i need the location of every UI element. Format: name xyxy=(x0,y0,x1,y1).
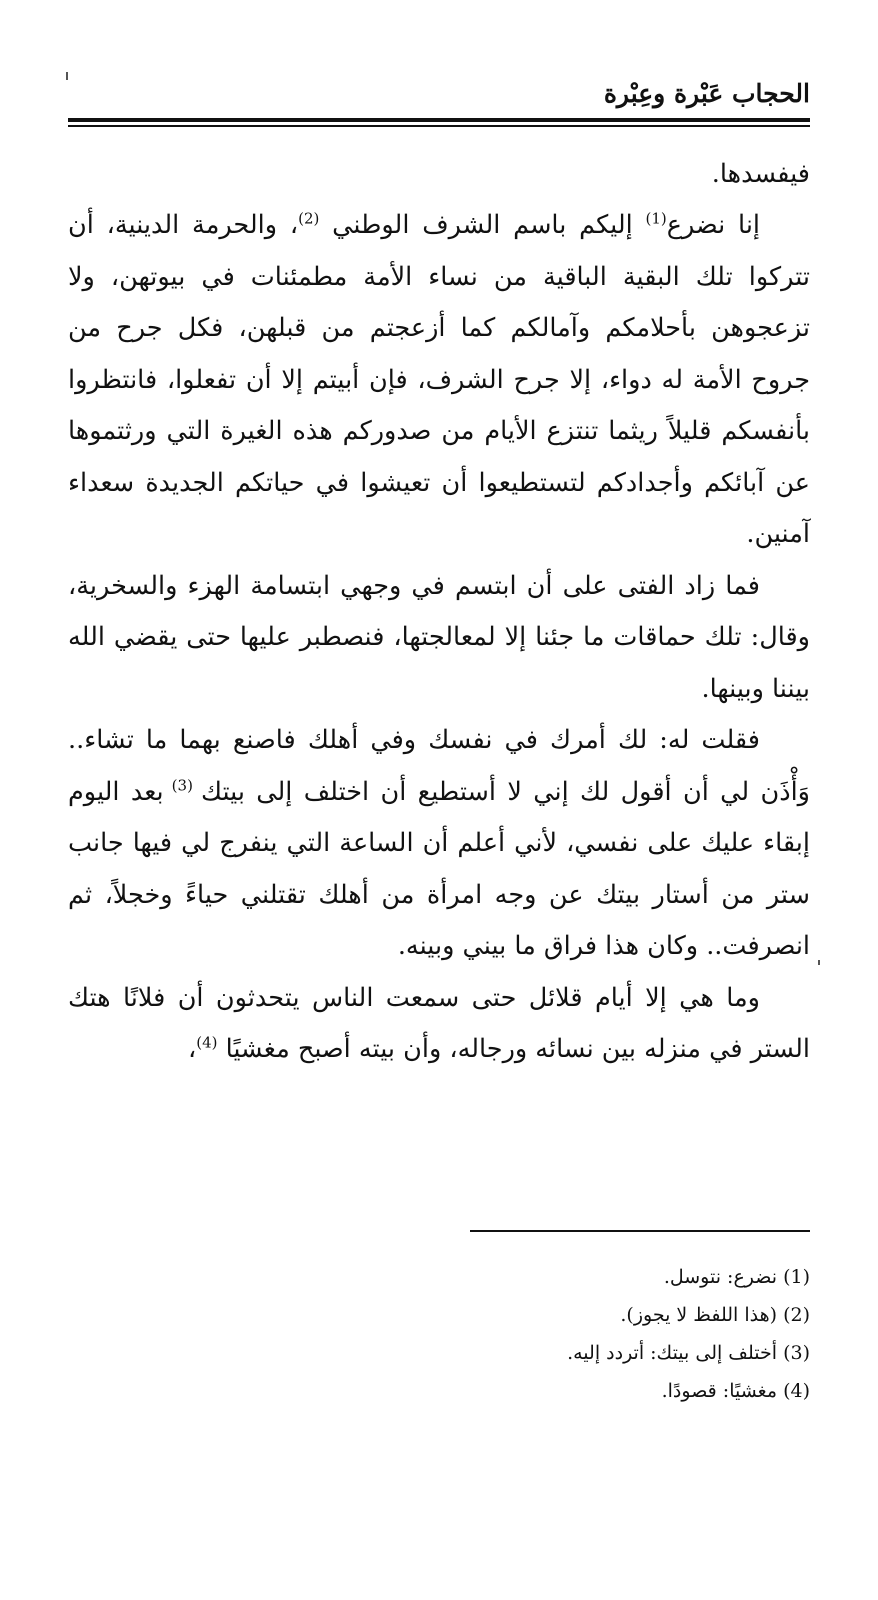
paragraph-5 xyxy=(68,973,810,1076)
header-rule-thick xyxy=(68,118,810,122)
running-header xyxy=(68,70,810,114)
paragraph-4 xyxy=(68,715,810,973)
document-page xyxy=(68,70,810,1076)
footnote-1: (1) نضرع: نتوسل. xyxy=(663,1266,810,1288)
footnote-3: (3) أختلف إلى بيتك: أتردد إليه. xyxy=(567,1342,810,1364)
body-text xyxy=(68,149,810,1076)
footnote-ref-2[interactable]: (2) xyxy=(298,209,320,228)
page-title: الحجاب عَبْرة وعِبْرة xyxy=(603,79,810,108)
paragraph-2 xyxy=(68,200,810,561)
paragraph-text: إنا نضرع xyxy=(666,210,761,240)
footnote-ref-1[interactable]: (1) xyxy=(645,209,667,228)
paragraph-text: ، xyxy=(187,1034,197,1064)
paragraph-text: فما زاد الفتى على أن ابتسم في وجهي ابتسامة الهزء والسخرية، وقال: تلك حماقات ما جئنا إلا لمعالجتها، فنصطبر عليها حتى يقضي الله بيننا وبينها. xyxy=(68,570,810,704)
footnote-ref-4[interactable]: (4) xyxy=(196,1033,218,1052)
header-rule-thin xyxy=(68,125,810,127)
paragraph-text: وما هي إلا أيام قلائل حتى سمعت الناس يتحدثون أن فلانًا هتك الستر في منزله بين نسائه ورجاله، وأن بيته أصبح مغشيًا xyxy=(68,982,810,1064)
footnote-4: (4) مغشيًا: قصودًا. xyxy=(661,1380,810,1402)
scan-mark xyxy=(818,960,820,965)
paragraph-text: إليكم باسم الشرف الوطني xyxy=(319,210,646,240)
paragraph-text: بعد اليوم إبقاء عليك على نفسي، لأني أعلم أن الساعة التي ينفرج لي فيها جانب ستر من أستار بيتك عن وجه امرأة من أهلك تقتلني حياءً وخجلاً، ثم انصرفت.. وكان هذا فراق ما بيني وبينه. xyxy=(68,776,810,961)
paragraph-text: ، والحرمة الدينية، أن تتركوا تلك البقية الباقية من نساء الأمة مطمئنات في بيوتهن، ولا تزعجوهن بأحلامكم وآمالكم كما أزعجتم من قبلهن، فكل جرح من جروح الأمة له دواء، إلا جرح الشرف، فإن أبيتم إلا أن تفعلوا، فانتظروا بأنفسكم قليلاً ريثما تنتزع الأيام من صدوركم هذه الغيرة التي ورثتموها عن آبائكم وأجدادكم لتستطيعوا أن تعيشوا في حياتكم الجديدة سعداء آمنين. xyxy=(68,210,810,549)
paragraph-text: فيفسدها. xyxy=(711,158,810,189)
footnote-separator xyxy=(470,1230,810,1232)
paragraph-1 xyxy=(68,149,810,201)
paragraph-text: فقلت له: لك أمرك في نفسك وفي أهلك فاصنع بهما ما تشاء.. وَأْذَن لي أن أقول لك إني لا أستطيع أن اختلف إلى بيتك xyxy=(68,725,810,807)
scan-mark xyxy=(66,72,68,80)
footnotes xyxy=(68,1258,810,1410)
footnote-2: (2) (هذا اللفظ لا يجوز). xyxy=(620,1304,810,1326)
footnote-ref-3[interactable]: (3) xyxy=(163,776,201,794)
paragraph-3 xyxy=(68,561,810,716)
